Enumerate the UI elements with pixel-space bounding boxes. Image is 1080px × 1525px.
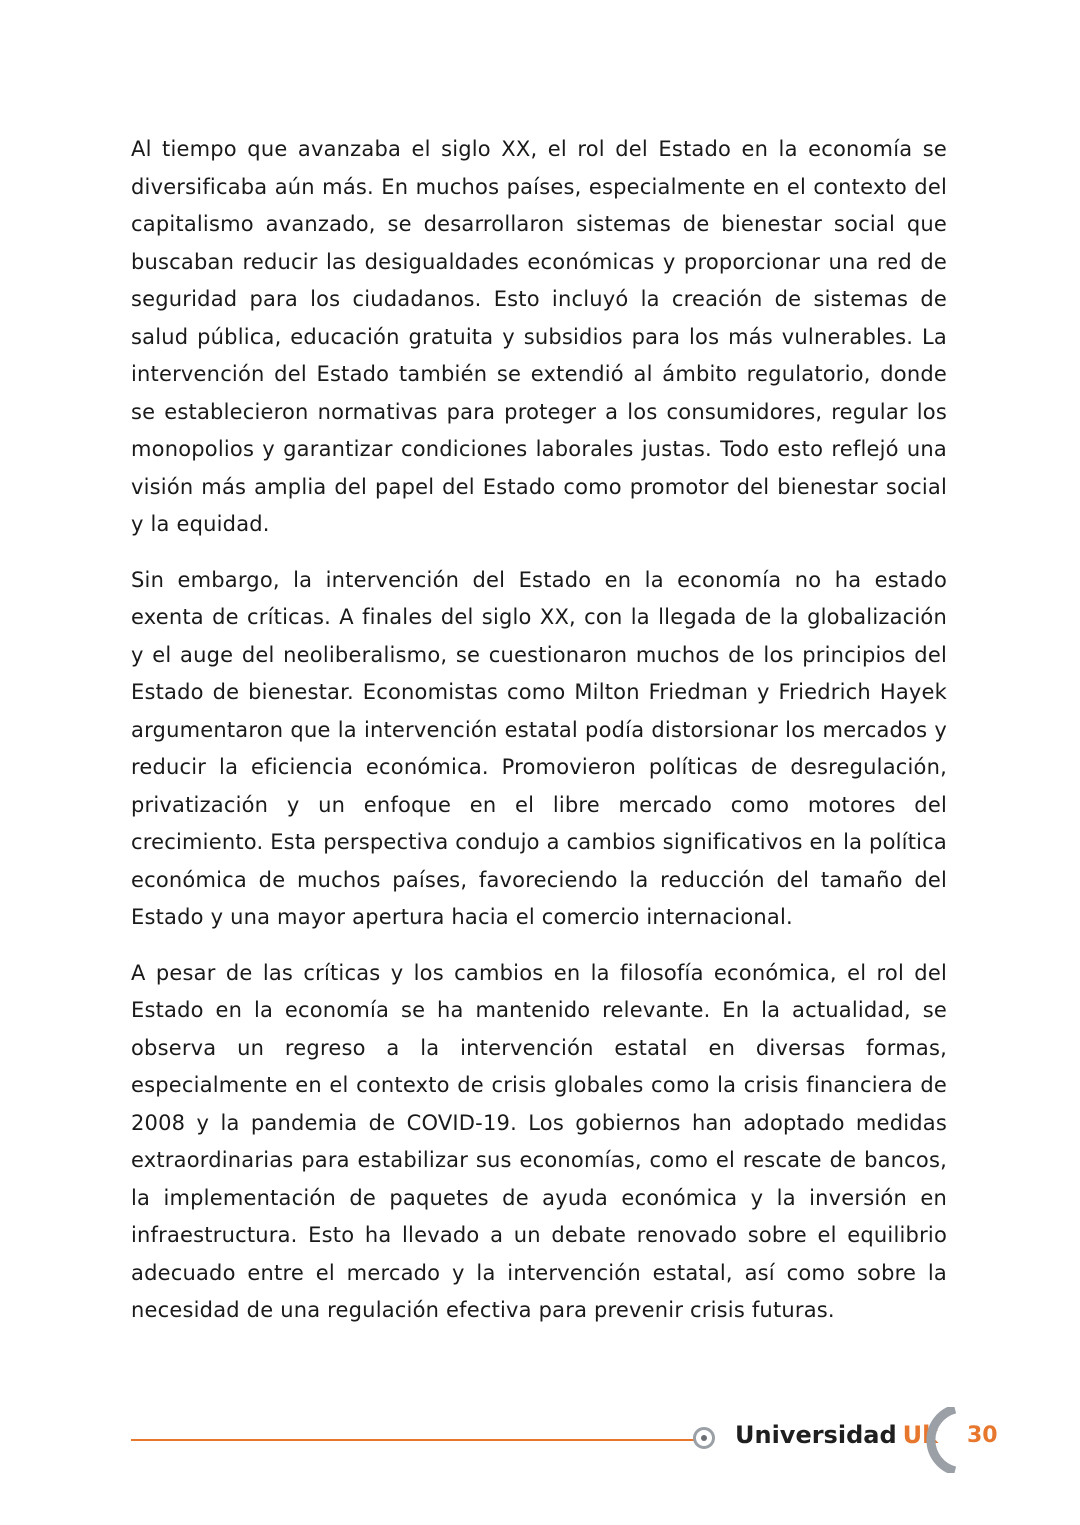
brand-accent: Uk bbox=[902, 1421, 939, 1449]
paragraph-2: Sin embargo, la intervención del Estado en la economía no ha estado exenta de críticas. A finales del siglo XX, con la llegada de la globalización y el auge del neoliberalismo, se cuestionaron muchos de los principios del Estado de bienestar. Economistas como Milton Friedman y Friedrich Hayek argumentaron que la intervención estatal podía distorsionar los mercados y reducir la eficiencia económica. Promovieron políticas de desregulación, privatización y un enfoque en el libre mercado como motores del crecimiento. Esta perspectiva condujo a cambios significativos en la política económica de muchos países, favoreciendo la reducción del tamaño del Estado y una mayor apertura hacia el comercio internacional. bbox=[131, 567, 947, 929]
arc-icon bbox=[921, 1407, 961, 1473]
page-content bbox=[131, 131, 947, 1348]
footer-divider-line bbox=[131, 1439, 701, 1441]
paragraph-3: A pesar de las críticas y los cambios en la filosofía económica, el rol del Estado en la economía se ha mantenido relevante. En la actualidad, se observa un regreso a la intervención estatal en diversas formas, especialmente en el contexto de crisis globales como la crisis financiera de 2008 y la pandemia de COVID-19. Los gobiernos han adoptado medidas extraordinarias para estabilizar sus economías, como el rescate de bancos, la implementación de paquetes de ayuda económica y la inversión en infraestructura. Esto ha llevado a un debate renovado sobre el equilibrio adecuado entre el mercado y la intervención estatal, así como sobre la necesidad de una regulación efectiva para prevenir crisis futuras. bbox=[131, 960, 947, 1322]
brand-logo bbox=[735, 1421, 938, 1449]
circle-target-icon bbox=[693, 1427, 715, 1449]
brand-name: Universidad bbox=[735, 1421, 897, 1449]
paragraph-1: Al tiempo que avanzaba el siglo XX, el rol del Estado en la economía se diversificaba aún más. En muchos países, especialmente en el contexto del capitalismo avanzado, se desarrollaron sistemas de bienestar social que buscaban reducir las desigualdades económicas y proporcionar una red de seguridad para los ciudadanos. Esto incluyó la creación de sistemas de salud pública, educación gratuita y subsidios para los más vulnerables. La intervención del Estado también se extendió al ámbito regulatorio, donde se establecieron normativas para proteger a los consumidores, regular los monopolios y garantizar condiciones laborales justas. Todo esto reflejó una visión más amplia del papel del Estado como promotor del bienestar social y la equidad. bbox=[131, 137, 947, 536]
page-number: 30 bbox=[967, 1423, 998, 1448]
page-footer bbox=[131, 1405, 1011, 1475]
